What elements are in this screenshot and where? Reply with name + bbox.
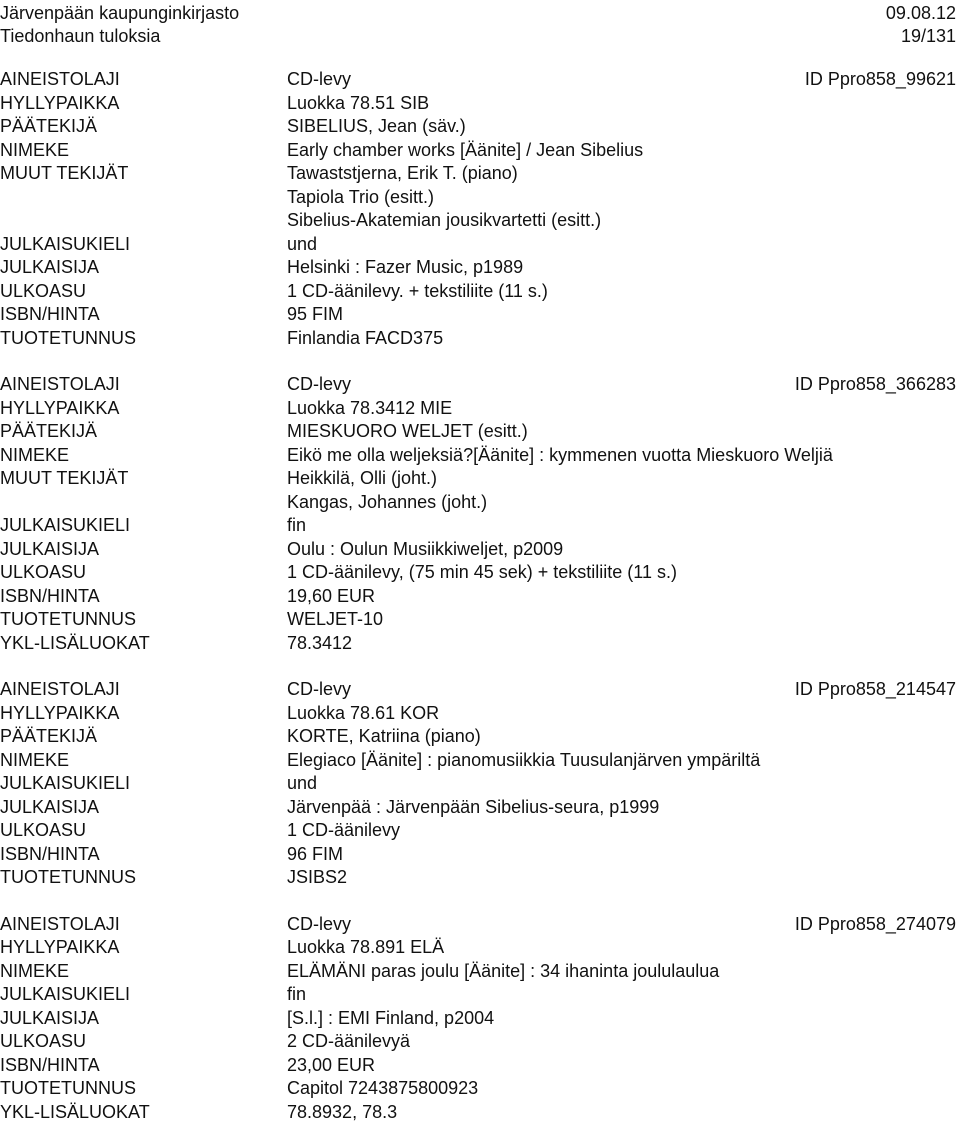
- field-label: NIMEKE: [0, 139, 70, 160]
- field-label: HYLLYPAIKKA: [0, 397, 120, 418]
- field-value: Sibelius-Akatemian jousikvartetti (esitt.): [287, 210, 602, 230]
- record-field: [0, 397, 960, 421]
- field-label: JULKAISIJA: [0, 257, 100, 277]
- field-value: [S.l.] : EMI Finland, p2004: [287, 1007, 495, 1028]
- record-field: [0, 514, 960, 538]
- field-value: Capitol 7243875800923: [287, 1078, 479, 1098]
- search-results: [0, 68, 960, 1147]
- field-value: CD-levy: [287, 913, 352, 934]
- record-field: [0, 796, 960, 820]
- record-field: [0, 1077, 960, 1101]
- record-field: [0, 373, 960, 397]
- field-value: und: [287, 233, 318, 254]
- field-value: 96 FIM: [287, 843, 344, 864]
- field-label: TUOTETUNNUS: [0, 1078, 136, 1098]
- library-name: Järvenpään kaupunginkirjasto: [0, 3, 240, 23]
- record-field: [0, 327, 960, 351]
- record-field: [0, 960, 960, 984]
- field-value: Kangas, Johannes (joht.): [287, 491, 488, 512]
- page-number: 19/131: [900, 26, 956, 46]
- record-field: [0, 68, 960, 92]
- record-field: [0, 538, 960, 562]
- field-label: PÄÄTEKIJÄ: [0, 421, 98, 441]
- record-field: [0, 209, 960, 233]
- field-value: JSIBS2: [287, 867, 348, 887]
- field-value: Helsinki : Fazer Music, p1989: [287, 257, 524, 277]
- field-value: 78.8932, 78.3: [287, 1101, 398, 1122]
- record-field: [0, 866, 960, 890]
- field-value: 23,00 EUR: [287, 1054, 376, 1075]
- record-field: [0, 1101, 960, 1125]
- field-label: AINEISTOLAJI: [0, 69, 120, 89]
- record-field: [0, 608, 960, 632]
- field-value: 78.3412: [287, 632, 353, 653]
- field-label: YKL-LISÄLUOKAT: [0, 1101, 150, 1122]
- field-label: ISBN/HINTA: [0, 1054, 100, 1075]
- record-field: [0, 585, 960, 609]
- field-label: ISBN/HINTA: [0, 585, 100, 606]
- header-row-2: [0, 25, 960, 48]
- field-label: JULKAISUKIELI: [0, 515, 131, 535]
- field-value: 2 CD-äänilevyä: [287, 1031, 411, 1051]
- field-value: Järvenpää : Järvenpään Sibelius-seura, p1999: [287, 796, 660, 817]
- field-value: MIESKUORO WELJET (esitt.): [287, 421, 528, 441]
- field-label: ULKOASU: [0, 562, 87, 582]
- field-label: ULKOASU: [0, 280, 87, 301]
- record-field: [0, 749, 960, 773]
- field-value: WELJET-10: [287, 609, 384, 629]
- record-field: [0, 280, 960, 304]
- field-value: CD-levy: [287, 679, 352, 699]
- field-value: 95 FIM: [287, 304, 344, 324]
- field-label: PÄÄTEKIJÄ: [0, 116, 98, 136]
- field-label: TUOTETUNNUS: [0, 867, 136, 887]
- field-value: Luokka 78.3412 MIE: [287, 397, 453, 418]
- field-value: fin: [287, 984, 307, 1004]
- field-label: JULKAISUKIELI: [0, 773, 131, 793]
- print-date: 09.08.12: [885, 3, 956, 23]
- field-value: Elegiaco [Äänite] : pianomusiikkia Tuusulanjärven ympäriltä: [287, 749, 761, 770]
- record-id: ID Ppro858_214547: [794, 679, 956, 699]
- result-record: [0, 373, 960, 655]
- field-label: ULKOASU: [0, 1031, 87, 1051]
- record-field: [0, 420, 960, 444]
- field-label: ISBN/HINTA: [0, 304, 100, 324]
- result-record: [0, 913, 960, 1125]
- record-field: [0, 1030, 960, 1054]
- field-value: ELÄMÄNI paras joulu [Äänite] : 34 ihaninta joululaulua: [287, 960, 720, 981]
- record-field: [0, 233, 960, 257]
- field-value: und: [287, 773, 318, 793]
- field-value: Tawaststjerna, Erik T. (piano): [287, 163, 518, 183]
- record-field: [0, 467, 960, 491]
- record-field: [0, 725, 960, 749]
- record-field: [0, 303, 960, 327]
- field-label: ULKOASU: [0, 820, 87, 840]
- field-label: HYLLYPAIKKA: [0, 92, 120, 113]
- field-value: Tapiola Trio (esitt.): [287, 186, 435, 207]
- field-value: Finlandia FACD375: [287, 327, 444, 348]
- record-id: ID Ppro858_99621: [804, 69, 956, 89]
- field-value: SIBELIUS, Jean (säv.): [287, 116, 466, 136]
- field-label: NIMEKE: [0, 960, 70, 981]
- field-value: Luokka 78.51 SIB: [287, 92, 430, 113]
- report-title: Tiedonhaun tuloksia: [0, 26, 161, 46]
- field-value: Early chamber works [Äänite] / Jean Sibelius: [287, 139, 644, 160]
- field-label: TUOTETUNNUS: [0, 327, 136, 348]
- record-field: [0, 444, 960, 468]
- field-value: Heikkilä, Olli (joht.): [287, 468, 438, 488]
- field-label: YKL-LISÄLUOKAT: [0, 632, 150, 653]
- record-field: [0, 186, 960, 210]
- record-field: [0, 115, 960, 139]
- field-value: CD-levy: [287, 69, 352, 89]
- record-field: [0, 819, 960, 843]
- field-value: Oulu : Oulun Musiikkiweljet, p2009: [287, 538, 564, 559]
- field-value: 1 CD-äänilevy: [287, 820, 401, 840]
- field-label: AINEISTOLAJI: [0, 679, 120, 699]
- field-label: JULKAISIJA: [0, 1007, 100, 1028]
- field-label: TUOTETUNNUS: [0, 609, 136, 629]
- field-label: NIMEKE: [0, 444, 70, 465]
- field-label: HYLLYPAIKKA: [0, 702, 120, 723]
- field-value: CD-levy: [287, 374, 352, 394]
- field-label: JULKAISIJA: [0, 796, 100, 817]
- record-field: [0, 162, 960, 186]
- field-label: JULKAISUKIELI: [0, 984, 131, 1004]
- record-field: [0, 843, 960, 867]
- record-id: ID Ppro858_366283: [794, 374, 956, 394]
- field-value: 19,60 EUR: [287, 585, 376, 606]
- field-label: JULKAISIJA: [0, 538, 100, 559]
- record-field: [0, 491, 960, 515]
- field-label: JULKAISUKIELI: [0, 233, 131, 254]
- field-value: 1 CD-äänilevy, (75 min 45 sek) + tekstiliite (11 s.): [287, 562, 677, 582]
- record-field: [0, 92, 960, 116]
- field-label: MUUT TEKIJÄT: [0, 468, 129, 488]
- record-field: [0, 561, 960, 585]
- field-value: fin: [287, 515, 307, 535]
- record-field: [0, 1007, 960, 1031]
- field-label: MUUT TEKIJÄT: [0, 163, 129, 183]
- field-label: AINEISTOLAJI: [0, 374, 120, 394]
- page-header: [0, 2, 960, 48]
- record-field: [0, 913, 960, 937]
- field-label: PÄÄTEKIJÄ: [0, 726, 98, 746]
- field-value: 1 CD-äänilevy. + tekstiliite (11 s.): [287, 280, 548, 301]
- record-id: ID Ppro858_274079: [794, 913, 956, 934]
- record-field: [0, 983, 960, 1007]
- record-field: [0, 702, 960, 726]
- field-label: NIMEKE: [0, 749, 70, 770]
- record-field: [0, 1054, 960, 1078]
- record-field: [0, 256, 960, 280]
- field-label: AINEISTOLAJI: [0, 913, 120, 934]
- record-field: [0, 678, 960, 702]
- record-field: [0, 139, 960, 163]
- field-value: Eikö me olla weljeksiä?[Äänite] : kymmenen vuotta Mieskuoro Weljiä: [287, 444, 833, 465]
- field-label: ISBN/HINTA: [0, 843, 100, 864]
- header-row-1: [0, 2, 960, 25]
- field-value: KORTE, Katriina (piano): [287, 726, 481, 746]
- result-record: [0, 68, 960, 350]
- field-label: HYLLYPAIKKA: [0, 937, 120, 957]
- record-field: [0, 772, 960, 796]
- result-record: [0, 678, 960, 890]
- record-field: [0, 936, 960, 960]
- field-value: Luokka 78.891 ELÄ: [287, 937, 445, 957]
- record-field: [0, 632, 960, 656]
- field-value: Luokka 78.61 KOR: [287, 702, 440, 723]
